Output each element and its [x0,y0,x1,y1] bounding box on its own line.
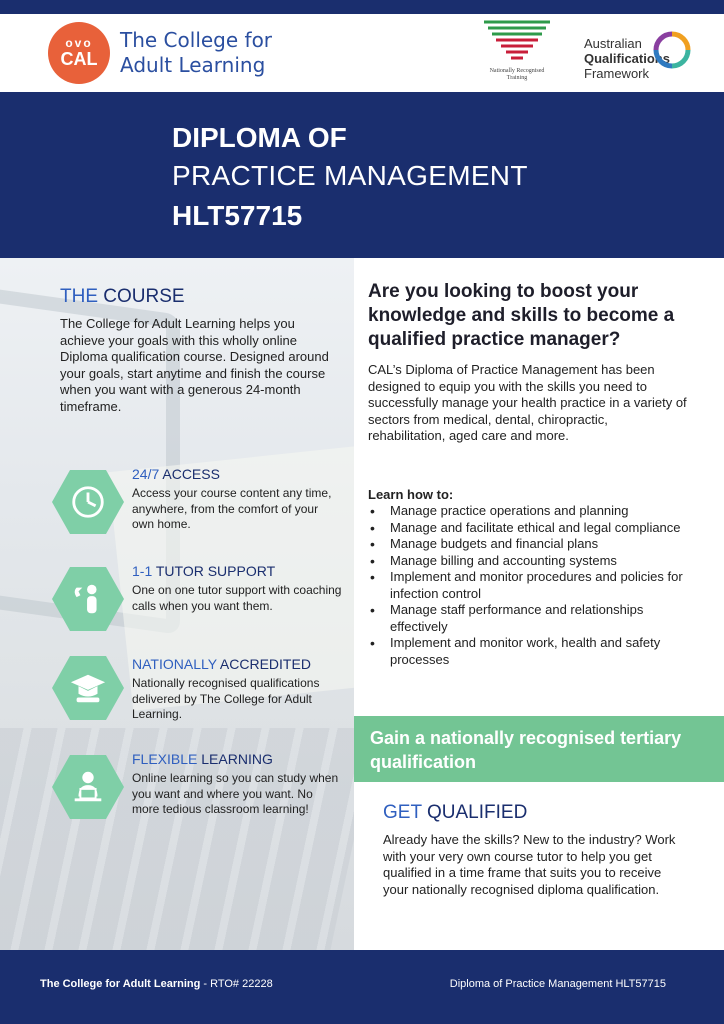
feature-title [132,751,273,767]
feature-title-accent: NATIONALLY [132,656,217,672]
course-text: The College for Adult Learning helps you achieve your goals with this wholly online Diploma qualification course. Designed around your goals, start anytime and finish the course when you want with a generous 24-month timeframe. [60,316,329,414]
feature-text: One on one tutor support with coaching calls when you want them. [132,583,342,613]
title-line1: DIPLOMA OF [172,122,347,153]
feature-title-accent: 24/7 [132,466,160,482]
college-name [120,28,272,78]
footer-college-name: The College for Adult Learning [40,978,201,990]
feature-title-rest: ACCESS [159,466,220,482]
aqf-logo [584,26,704,86]
top-strip [0,0,724,14]
get-qualified-rest: QUALIFIED [421,802,528,823]
feature-text: Access your course content any time, anywhere, from the comfort of your own home. [132,486,332,531]
list-item: • Implement and monitor work, health and safety processes [370,635,690,668]
feature-text: Nationally recognised qualifications delivered by The College for Adult Learning. [132,676,320,721]
feature-title-rest: TUTOR SUPPORT [152,563,276,579]
nrt-triangle-icon [472,18,562,66]
college-name-line2: Adult Learning [120,53,266,77]
course-heading-accent: THE [60,286,98,307]
learn-list [370,503,690,668]
get-qualified-heading [383,802,527,824]
logo-abbr: CAL [60,49,98,69]
get-qualified-text: Already have the skills? New to the industry? Work with your very own course tutor to help you get qualified in a time frame that suits you to receive your nationally recognised diploma qualification. [383,832,676,897]
qualification-banner [354,716,724,782]
nrt-text [472,68,562,82]
title-band [0,92,724,258]
list-item: • Manage billing and accounting systems [370,553,690,570]
list-item: • Manage staff performance and relationships effectively [370,602,690,635]
feature-title-accent: FLEXIBLE [132,751,198,767]
aqf-line2: Qualifications [584,51,670,66]
header [0,14,724,92]
list-item: • Manage practice operations and planning [370,503,690,520]
aqf-swirl-icon [650,28,694,72]
intro-heading: Are you looking to boost your knowledge and skills to become a qualified practice manager? [368,281,675,350]
title-line2: PRACTICE MANAGEMENT [172,160,528,191]
get-qualified-accent: GET [383,802,422,823]
learn-heading: Learn how to: [368,487,454,502]
nrt-line2: Training [506,75,528,81]
footer-right: Diploma of Practice Management HLT57715 [449,978,666,990]
feature-title [132,656,311,672]
feature-title-rest: LEARNING [197,751,273,767]
footer-rto: - RTO# 22228 [200,978,273,990]
course-heading-rest: COURSE [98,286,185,307]
course-heading [60,286,185,308]
feature-title-accent: 1-1 [132,563,153,579]
feature-text: Online learning so you can study when you want and where you want. No more tedious classroom learning! [132,771,339,816]
footer [0,950,724,1024]
footer-left [40,978,273,990]
nrt-line1: Nationally Recognised [489,68,545,74]
cal-logo[interactable] [48,22,110,84]
list-item: • Manage budgets and financial plans [370,536,690,553]
title-code: HLT57715 [172,200,303,231]
college-name-line1: The College for [120,28,273,52]
banner-text: Gain a nationally recognised tertiary qualification [370,728,682,772]
feature-title [132,563,275,579]
list-item: • Implement and monitor procedures and policies for infection control [370,569,690,602]
intro-text: CAL’s Diploma of Practice Management has been designed to equip you with the skills you need to successfully manage your health practice in a variety of sectors from medical, dental, chiropractic, rehabilitation, aged care and more. [368,362,687,443]
list-item: • Manage and facilitate ethical and legal compliance [370,520,690,537]
aqf-line3: Framework [584,66,650,81]
owl-icon: ovo [65,36,93,50]
nrt-logo [472,18,562,88]
feature-title-rest: ACCREDITED [216,656,311,672]
aqf-line1: Australian [584,36,642,51]
feature-title [132,466,220,482]
